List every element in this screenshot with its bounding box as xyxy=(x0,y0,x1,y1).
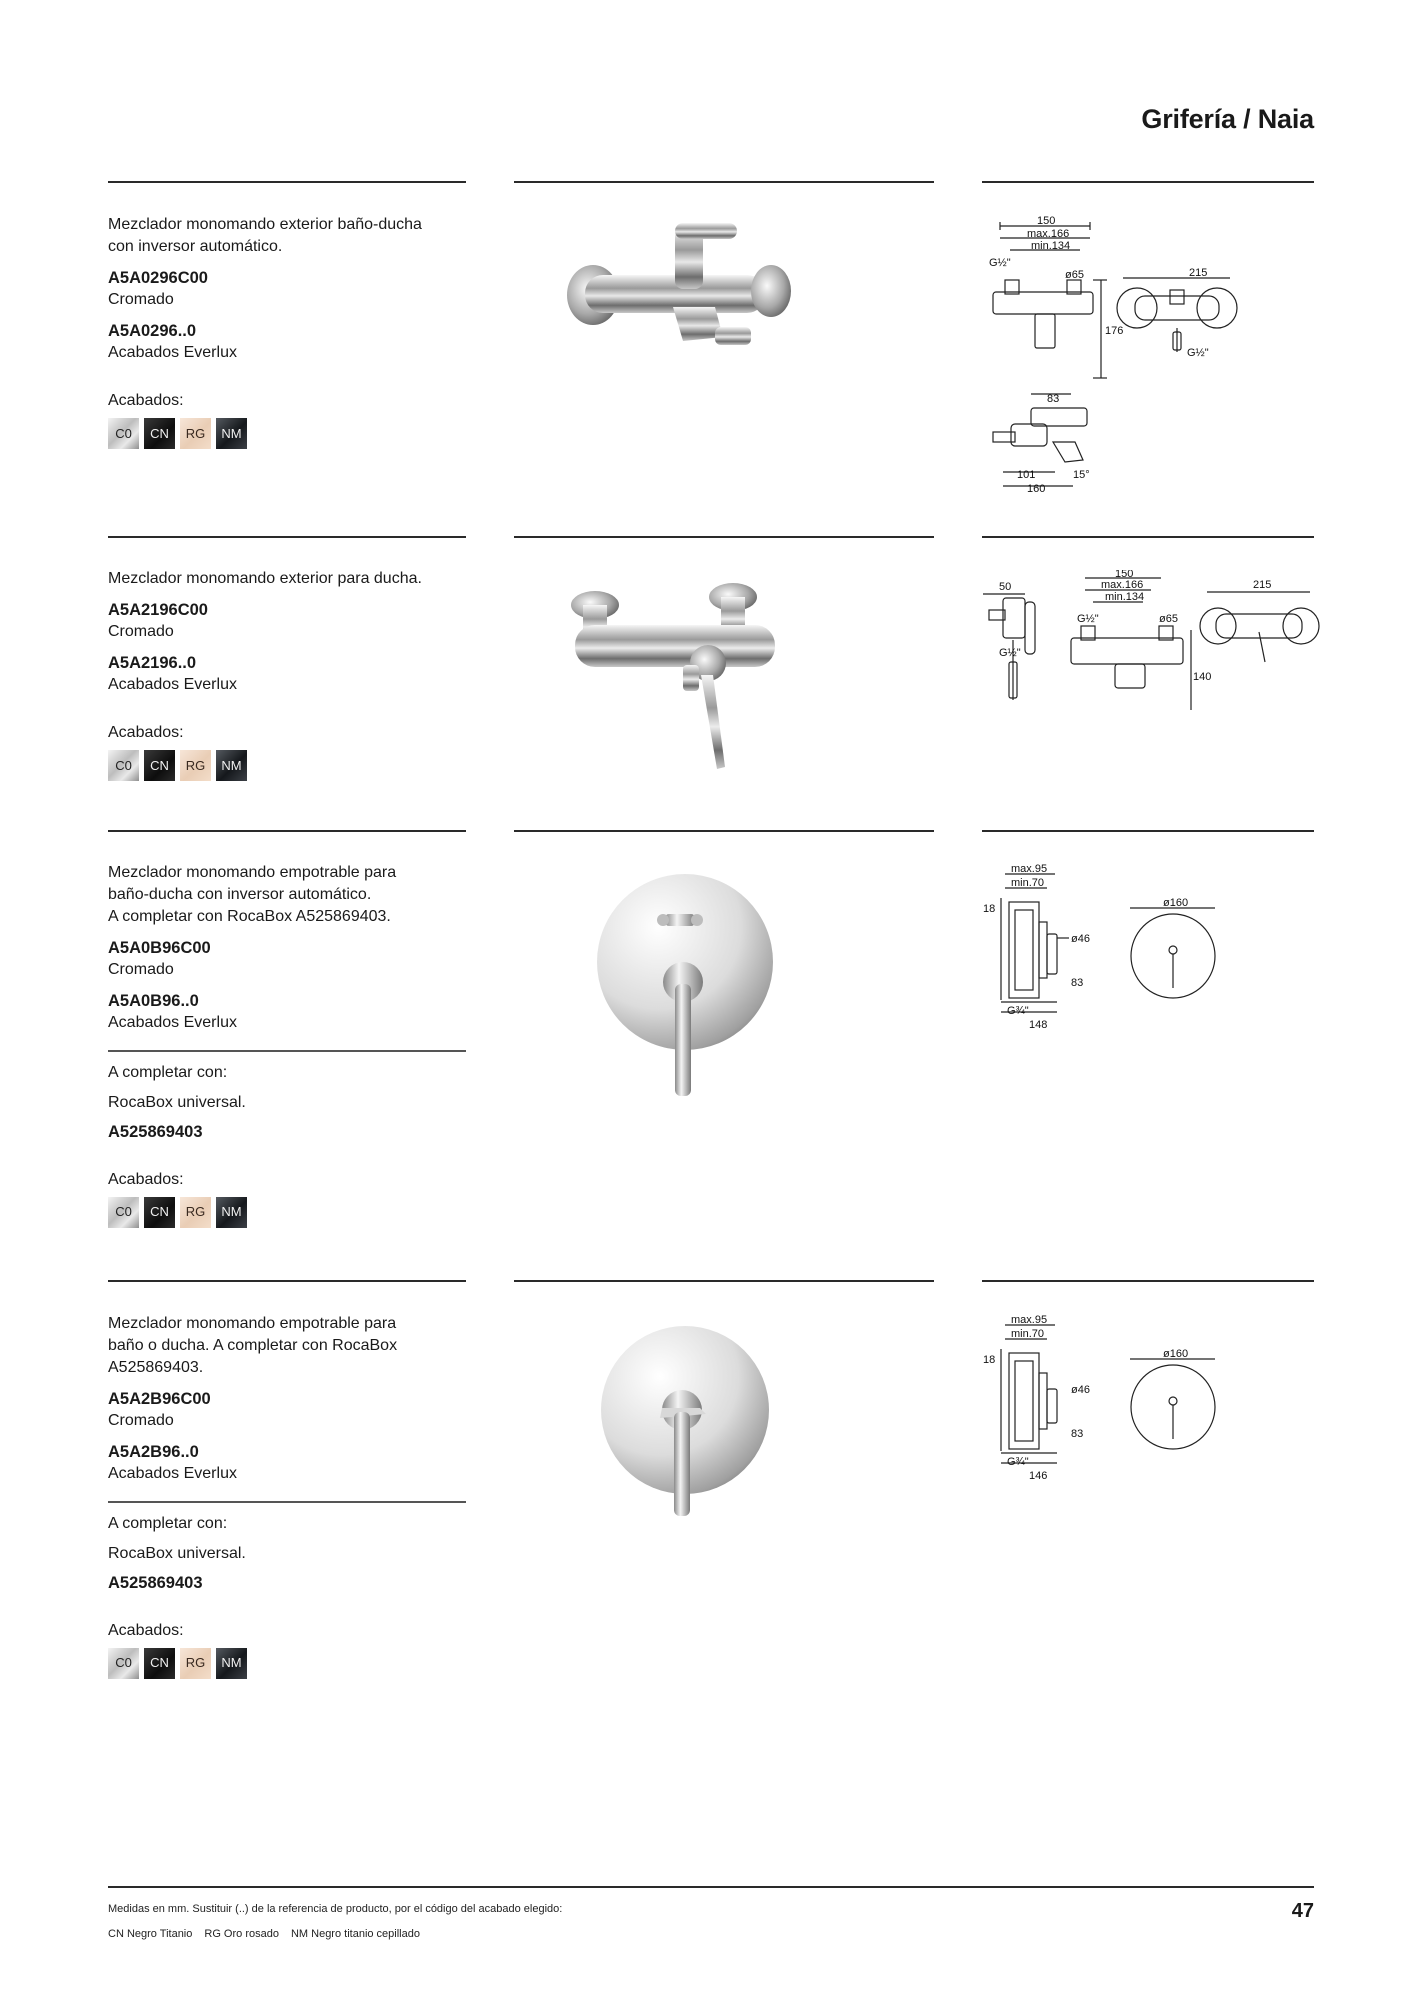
product-code-everlux: A5A2B96..0 xyxy=(108,1443,199,1461)
swatch-nm: NM xyxy=(216,1648,247,1679)
product-code-everlux: A5A2196..0 xyxy=(108,654,197,672)
dim-width: 215 xyxy=(1189,267,1208,279)
dim-50: 50 xyxy=(999,581,1012,593)
dim-diameter: ø65 xyxy=(1159,613,1178,625)
dim-max: max.95 xyxy=(1011,863,1048,875)
product-photo-shower-mixer xyxy=(555,575,815,775)
footer-note: Medidas en mm. Sustituir (..) de la referencia de producto, por el código del acabado elegido: xyxy=(108,1903,563,1915)
finishes-label: Acabados: xyxy=(108,392,184,409)
swatch-cn: CN xyxy=(144,750,175,781)
finish-swatches xyxy=(108,418,468,449)
product-code-everlux: A5A0B96..0 xyxy=(108,992,199,1010)
finishes-label: Acabados: xyxy=(108,1170,184,1188)
sub-rule xyxy=(108,1050,466,1052)
section-rule xyxy=(514,1280,934,1282)
legend-nm: NM Negro titanio cepillado xyxy=(290,1928,420,1940)
section-rule xyxy=(982,1280,1314,1282)
swatch-rg: RG xyxy=(180,418,211,449)
dim-thread: G½" xyxy=(1077,613,1099,625)
dim-angle: 15° xyxy=(1073,469,1090,481)
product-info xyxy=(108,568,468,781)
product-code: A5A2B96C00 xyxy=(108,1390,211,1408)
technical-drawing-concealed-bath-mixer xyxy=(975,862,1235,1042)
page-title: Grifería / Naia xyxy=(1141,104,1314,134)
dim-18: 18 xyxy=(983,903,996,915)
dim-o160: ø160 xyxy=(1163,897,1189,909)
dim-150: 150 xyxy=(1037,215,1056,227)
section-rule xyxy=(514,830,934,832)
dim-height: 140 xyxy=(1193,671,1212,683)
finish-name: Cromado xyxy=(108,961,174,978)
product-info xyxy=(108,862,468,1228)
complete-with-label: A completar con: xyxy=(108,1063,228,1081)
finish-name: Cromado xyxy=(108,623,174,640)
finish-name-everlux: Acabados Everlux xyxy=(108,344,237,361)
finish-name-everlux: Acabados Everlux xyxy=(108,1465,237,1482)
finish-name: Cromado xyxy=(108,291,174,308)
dim-max: max.166 xyxy=(1101,579,1144,591)
swatch-c0: C0 xyxy=(108,1197,139,1228)
dim-18: 18 xyxy=(983,1354,996,1366)
page-number: 47 xyxy=(1291,1900,1314,1922)
swatch-rg: RG xyxy=(180,1648,211,1679)
dim-width: 148 xyxy=(1029,1019,1048,1031)
rocabox-name: RocaBox universal. xyxy=(108,1093,246,1111)
legend-rg: RG Oro rosado xyxy=(204,1928,279,1940)
dim-101: 101 xyxy=(1017,469,1036,481)
dim-150: 150 xyxy=(1115,570,1134,580)
product-photo-concealed-bath-mixer xyxy=(595,872,775,1102)
product-description: Mezclador monomando exterior para ducha. xyxy=(108,570,422,587)
section-rule xyxy=(982,830,1314,832)
dim-width: 146 xyxy=(1029,1470,1048,1482)
swatch-cn: CN xyxy=(144,418,175,449)
dim-max: max.95 xyxy=(1011,1314,1048,1326)
finish-swatches xyxy=(108,1648,468,1679)
product-code-everlux: A5A0296..0 xyxy=(108,322,197,340)
finish-swatches xyxy=(108,1197,468,1228)
swatch-cn: CN xyxy=(144,1648,175,1679)
product-photo-bath-mixer xyxy=(555,215,815,365)
swatch-c0: C0 xyxy=(108,418,139,449)
rocabox-name: RocaBox universal. xyxy=(108,1544,246,1562)
swatch-rg: RG xyxy=(180,1197,211,1228)
finish-name: Cromado xyxy=(108,1412,174,1429)
product-description: Mezclador monomando empotrable para baño o ducha. A completar con RocaBox A525869403. xyxy=(108,1315,398,1376)
section-rule xyxy=(514,181,934,183)
section-rule xyxy=(982,536,1314,538)
product-info xyxy=(108,214,468,449)
dim-o46: ø46 xyxy=(1071,1384,1090,1396)
section-rule xyxy=(982,181,1314,183)
finishes-label: Acabados: xyxy=(108,724,184,741)
dim-83: 83 xyxy=(1047,393,1060,405)
dim-max: max.166 xyxy=(1027,228,1070,240)
dim-160: 160 xyxy=(1027,483,1046,495)
swatch-nm: NM xyxy=(216,750,247,781)
dim-o46: ø46 xyxy=(1071,933,1090,945)
section-rule xyxy=(108,536,466,538)
finish-name-everlux: Acabados Everlux xyxy=(108,1014,237,1031)
dim-thread-back: G½" xyxy=(1187,347,1209,359)
dim-thread: G½" xyxy=(989,257,1011,269)
product-code: A5A0B96C00 xyxy=(108,939,211,957)
dim-min: min.70 xyxy=(1011,877,1045,889)
product-description: Mezclador monomando exterior baño-ducha con inversor automático. xyxy=(108,216,422,255)
finish-legend xyxy=(108,1928,420,1940)
swatch-c0: C0 xyxy=(108,1648,139,1679)
rocabox-code: A525869403 xyxy=(108,1122,203,1141)
product-code: A5A0296C00 xyxy=(108,269,208,287)
rocabox-code: A525869403 xyxy=(108,1573,203,1592)
swatch-rg: RG xyxy=(180,750,211,781)
dim-diameter: ø65 xyxy=(1065,269,1084,281)
product-description: Mezclador monomando empotrable para baño-ducha con inversor automático. A completar con RocaBox A525869403. xyxy=(108,864,397,925)
dim-o160: ø160 xyxy=(1163,1348,1189,1360)
section-rule xyxy=(514,536,934,538)
dim-thread: G¾" xyxy=(1007,1456,1029,1468)
swatch-cn: CN xyxy=(144,1197,175,1228)
finish-name-everlux: Acabados Everlux xyxy=(108,676,237,693)
swatch-nm: NM xyxy=(216,1197,247,1228)
dim-width: 215 xyxy=(1253,579,1272,591)
finish-swatches xyxy=(108,750,468,781)
product-info xyxy=(108,1313,468,1679)
footer-rule xyxy=(108,1886,1314,1888)
technical-drawing-concealed-shower-mixer xyxy=(975,1313,1235,1493)
finishes-label: Acabados: xyxy=(108,1621,184,1639)
swatch-c0: C0 xyxy=(108,750,139,781)
dim-83: 83 xyxy=(1071,977,1084,989)
dim-min: min.134 xyxy=(1105,591,1145,603)
section-rule xyxy=(108,1280,466,1282)
dim-height: 176 xyxy=(1105,325,1124,337)
complete-with-label: A completar con: xyxy=(108,1514,228,1532)
technical-drawing-bath-mixer xyxy=(975,210,1325,500)
product-photo-concealed-shower-mixer xyxy=(600,1322,770,1522)
section-rule xyxy=(108,830,466,832)
dim-min: min.134 xyxy=(1031,240,1071,252)
product-code: A5A2196C00 xyxy=(108,601,208,619)
dim-thread-side: G½" xyxy=(999,647,1021,659)
legend-cn: CN Negro Titanio xyxy=(108,1928,193,1940)
swatch-nm: NM xyxy=(216,418,247,449)
dim-83: 83 xyxy=(1071,1428,1084,1440)
technical-drawing-shower-mixer xyxy=(975,570,1325,720)
dim-thread: G¾" xyxy=(1007,1005,1029,1017)
sub-rule xyxy=(108,1501,466,1503)
dim-min: min.70 xyxy=(1011,1328,1045,1340)
section-rule xyxy=(108,181,466,183)
